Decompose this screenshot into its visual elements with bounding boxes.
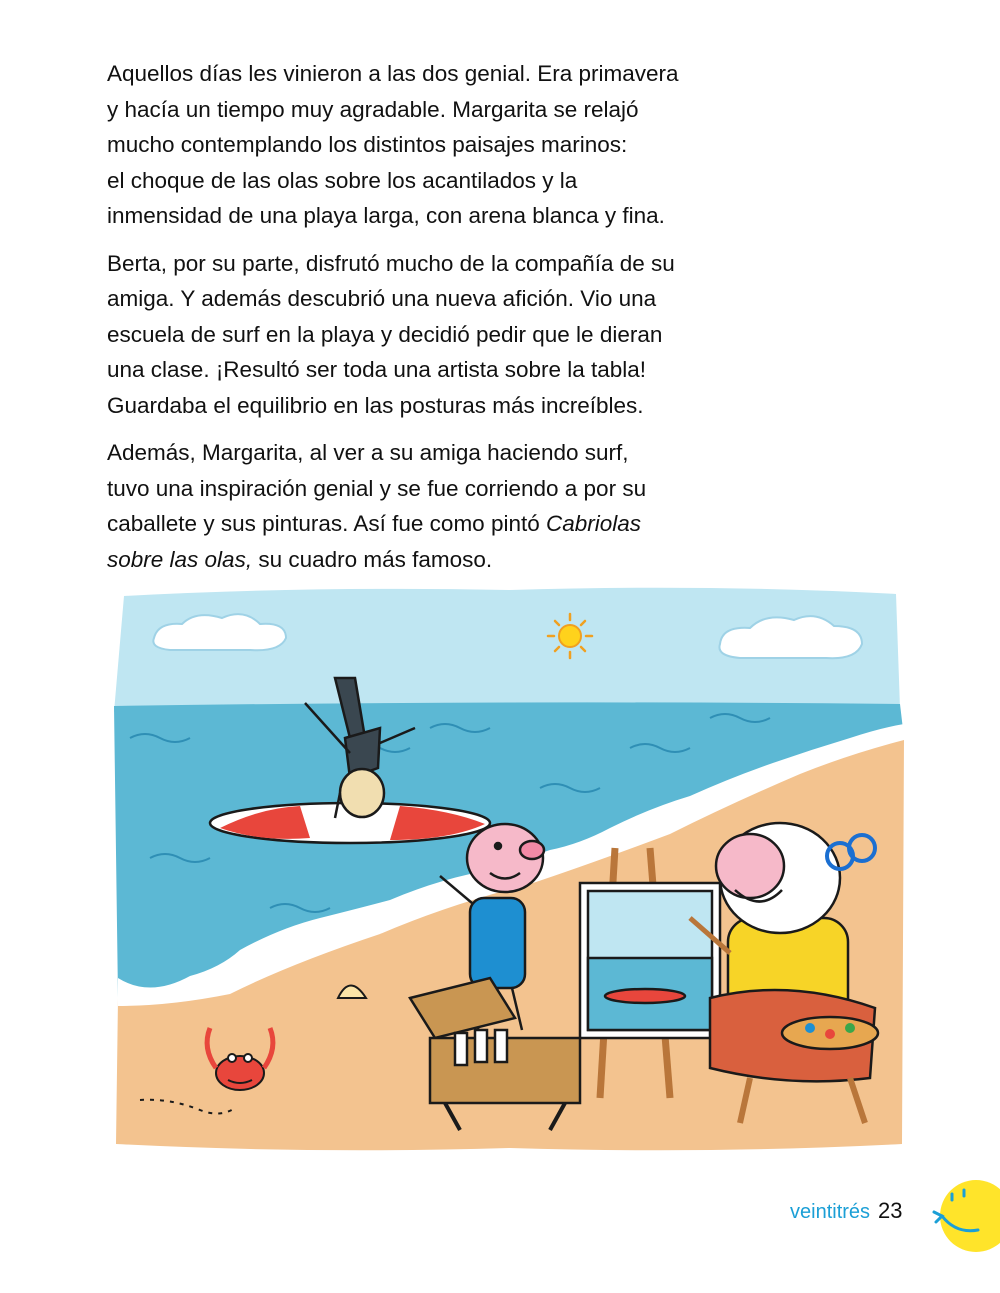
- text-line: [107, 506, 767, 542]
- page-number: 23: [878, 1198, 903, 1223]
- text-fragment: caballete y sus pinturas. Así fue como pintó: [107, 511, 546, 536]
- text-line: una clase. ¡Resultó ser toda una artista sobre la tabla!: [107, 357, 647, 382]
- text-line: inmensidad de una playa larga, con arena blanca y fina.: [107, 203, 665, 228]
- text-line: escuela de surf en la playa y decidió pedir que le dieran: [107, 321, 663, 347]
- text-line: Berta, por su parte, disfrutó mucho de la compañía de su: [107, 250, 675, 276]
- painting-title-part-1: Cabriolas: [546, 511, 642, 536]
- text-line: Además, Margarita, al ver a su amiga haciendo surf,: [107, 440, 629, 465]
- text-line: y hacía un tiempo muy agradable. Margarita se relajó: [107, 96, 639, 122]
- page-number-word: veintitrés: [790, 1201, 871, 1223]
- paragraph-3: [107, 435, 767, 577]
- text-line: Aquellos días les vinieron a las dos genial. Era primavera: [107, 61, 679, 86]
- smiling-sun-icon: [928, 1176, 1000, 1256]
- paragraph-2: [107, 246, 767, 424]
- text-line: tuvo una inspiración genial y se fue corriendo a por su: [107, 475, 647, 501]
- page-footer: [790, 1198, 903, 1224]
- sun-icon: [548, 614, 592, 658]
- paragraph-1: [107, 56, 767, 234]
- text-line: el choque de las olas sobre los acantilados y la: [107, 167, 578, 193]
- text-line: Guardaba el equilibrio en las posturas más increíbles.: [107, 392, 644, 418]
- text-fragment: su cuadro más famoso.: [252, 546, 493, 572]
- painting-title-part-2: sobre las olas,: [107, 546, 253, 572]
- beach-illustration: [110, 578, 910, 1160]
- text-line: [107, 542, 767, 578]
- story-text: [107, 56, 767, 589]
- text-line: amiga. Y además descubrió una nueva afición. Vio una: [107, 286, 657, 311]
- text-line: mucho contemplando los distintos paisajes marinos:: [107, 132, 628, 157]
